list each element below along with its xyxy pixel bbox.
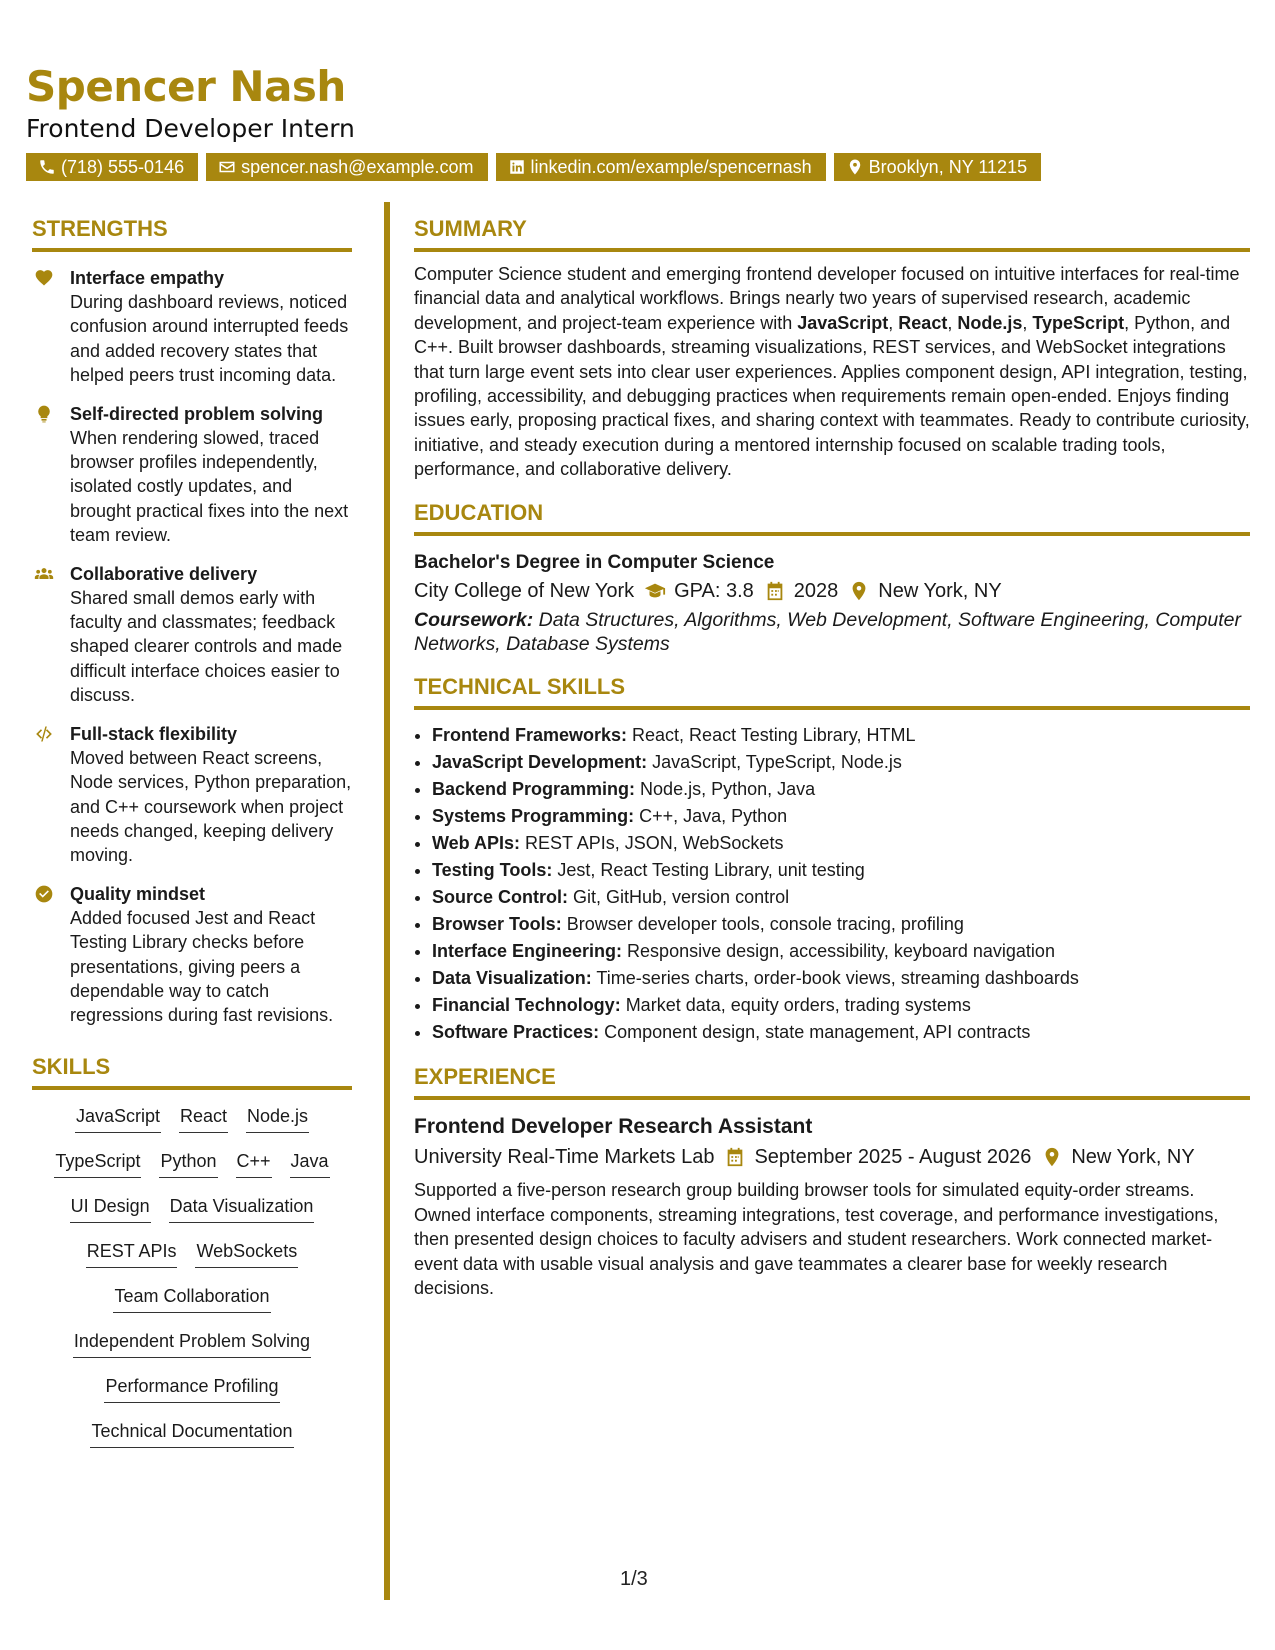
strength-item <box>32 722 352 868</box>
candidate-role: Frontend Developer Intern <box>26 114 355 143</box>
list-item: • Source Control: Git, GitHub, version control <box>432 884 1250 911</box>
candidate-name: Spencer Nash <box>26 62 346 111</box>
experience-heading: EXPERIENCE <box>414 1064 1250 1100</box>
code-icon <box>34 724 54 744</box>
list-item: • JavaScript Development: JavaScript, TypeScript, Node.js <box>432 749 1250 776</box>
users-icon <box>34 564 54 584</box>
map-pin-icon <box>846 158 864 176</box>
skill-tag: WebSockets <box>195 1239 298 1268</box>
strength-item <box>32 402 352 548</box>
education-heading: EDUCATION <box>414 500 1250 536</box>
skill-tag: Performance Profiling <box>104 1374 279 1403</box>
contact-email[interactable] <box>206 153 487 181</box>
strength-desc: When rendering slowed, traced browser profiles independently, isolated costly updates, and brought practical fixes into the next team review. <box>70 427 349 546</box>
list-item: • Interface Engineering: Responsive design, accessibility, keyboard navigation <box>432 938 1250 965</box>
page-number: 1/3 <box>620 1568 648 1590</box>
strength-desc: During dashboard reviews, noticed confusion around interrupted feeds and added recovery states that helped peers trust incoming data. <box>70 292 349 386</box>
map-pin-icon <box>848 580 870 602</box>
skill-tag: Node.js <box>246 1104 309 1133</box>
strength-desc: Added focused Jest and React Testing Library checks before presentations, giving peers a dependable way to catch regressions during fast revisions. <box>70 907 334 1026</box>
job-dates: September 2025 - August 2026 <box>754 1146 1032 1169</box>
list-item: • Testing Tools: Jest, React Testing Library, unit testing <box>432 857 1250 884</box>
left-column <box>32 216 352 1464</box>
skill-tag: Team Collaboration <box>113 1284 270 1313</box>
calendar-icon <box>724 1146 746 1168</box>
calendar-icon <box>764 580 786 602</box>
strength-title: Collaborative delivery <box>70 563 258 584</box>
contact-linkedin[interactable] <box>496 153 826 181</box>
skill-tag: REST APIs <box>86 1239 178 1268</box>
linkedin-text: linkedin.com/example/spencernash <box>530 156 812 177</box>
skill-tag: TypeScript <box>54 1149 141 1178</box>
check-circle-icon <box>34 884 54 904</box>
strength-desc: Moved between React screens, Node services, Python preparation, and C++ coursework when project needs changed, keeping delivery moving. <box>70 747 352 866</box>
summary-text: Computer Science student and emerging frontend developer focused on intuitive interfaces for real-time financial data and analytical workflows. Brings nearly two years of supervised research, academic development, and project-team experience with JavaScript, React, Node.js, TypeScript, Python, and C++. Built browser dashboards, streaming visualizations, REST services, and WebSocket integrations that turn large event sets into clear user experiences. Applies component design, API integration, testing, profiling, accessibility, and debugging practices when requirements remain open-ended. Enjoys finding issues early, proposing practical fixes, and sharing context with teammates. Ready to contribute curiosity, initiative, and steady execution during a mentored internship focused on scalable trading tools, performance, and collaborative delivery. <box>414 264 1250 480</box>
email-text: spencer.nash@example.com <box>241 156 474 177</box>
strength-title: Quality mindset <box>70 883 206 904</box>
coursework: Coursework: Data Structures, Algorithms, Web Development, Software Engineering, Computer Networks, Database Systems <box>414 608 1241 656</box>
organization: University Real-Time Markets Lab <box>414 1146 715 1169</box>
skill-tag: Technical Documentation <box>90 1419 293 1448</box>
list-item: • Software Practices: Component design, state management, API contracts <box>432 1019 1250 1046</box>
column-divider <box>384 202 390 1600</box>
heart-icon <box>34 268 54 288</box>
summary-heading: SUMMARY <box>414 216 1250 252</box>
strength-title: Interface empathy <box>70 268 225 288</box>
linkedin-icon <box>508 158 526 176</box>
list-item: • Web APIs: REST APIs, JSON, WebSockets <box>432 830 1250 857</box>
location-text: Brooklyn, NY 11215 <box>868 156 1028 177</box>
contact-location <box>834 153 1041 181</box>
skill-tag: React <box>179 1104 228 1133</box>
envelope-icon <box>218 158 236 176</box>
job-description: Supported a five-person research group building browser tools for simulated equity-order streams. Owned interface components, streaming integrations, test coverage, and performance investigations, then presented design choices to faculty advisers and student researchers. Work connected market-event data with usable visual analysis and gave teammates a clearer base for weekly research decisions. <box>414 1180 1219 1299</box>
graduation-year: 2028 <box>793 579 839 602</box>
strength-item <box>32 266 352 388</box>
strengths-heading: STRENGTHS <box>32 216 352 252</box>
right-column <box>414 216 1250 1301</box>
strength-title: Self-directed problem solving <box>70 403 324 424</box>
skill-tag: C++ <box>236 1149 272 1178</box>
technical-skills-heading: TECHNICAL SKILLS <box>414 674 1250 710</box>
lightbulb-icon <box>34 404 54 424</box>
skill-tag: JavaScript <box>75 1104 161 1133</box>
experience-meta <box>414 1142 1250 1172</box>
skill-tag: Independent Problem Solving <box>73 1329 311 1358</box>
list-item: • Browser Tools: Browser developer tools, console tracing, profiling <box>432 911 1250 938</box>
skills-section <box>32 1054 352 1464</box>
technical-skills-list <box>414 722 1250 1046</box>
list-item: • Financial Technology: Market data, equity orders, trading systems <box>432 992 1250 1019</box>
list-item: • Data Visualization: Time-series charts, order-book views, streaming dashboards <box>432 965 1250 992</box>
degree-title: Bachelor's Degree in Computer Science <box>414 551 775 573</box>
skill-tags <box>32 1104 352 1464</box>
list-item: • Systems Programming: C++, Java, Python <box>432 803 1250 830</box>
phone-icon <box>38 158 56 176</box>
skill-tag: UI Design <box>70 1194 151 1223</box>
map-pin-icon <box>1041 1146 1063 1168</box>
strength-desc: Shared small demos early with faculty and classmates; feedback shaped clearer controls and made difficult interface choices easier to discuss. <box>70 587 343 706</box>
strength-item <box>32 882 352 1028</box>
contact-phone[interactable] <box>26 153 198 181</box>
skill-tag: Data Visualization <box>169 1194 315 1223</box>
graduation-cap-icon <box>644 580 666 602</box>
job-location: New York, NY <box>1071 1146 1195 1169</box>
phone-text: (718) 555-0146 <box>61 156 185 177</box>
skill-tag: Java <box>290 1149 330 1178</box>
school-name: City College of New York <box>414 579 635 602</box>
contact-bar <box>26 153 1041 181</box>
gpa: GPA: 3.8 <box>674 579 754 602</box>
strength-title: Full-stack flexibility <box>70 723 238 744</box>
education-location: New York, NY <box>878 579 1002 602</box>
list-item: • Frontend Frameworks: React, React Testing Library, HTML <box>432 722 1250 749</box>
list-item: • Backend Programming: Node.js, Python, Java <box>432 776 1250 803</box>
skill-tag: Python <box>159 1149 217 1178</box>
skills-heading: SKILLS <box>32 1054 352 1090</box>
job-title: Frontend Developer Research Assistant <box>414 1115 813 1139</box>
strength-item <box>32 562 352 708</box>
education-meta <box>414 576 1250 606</box>
